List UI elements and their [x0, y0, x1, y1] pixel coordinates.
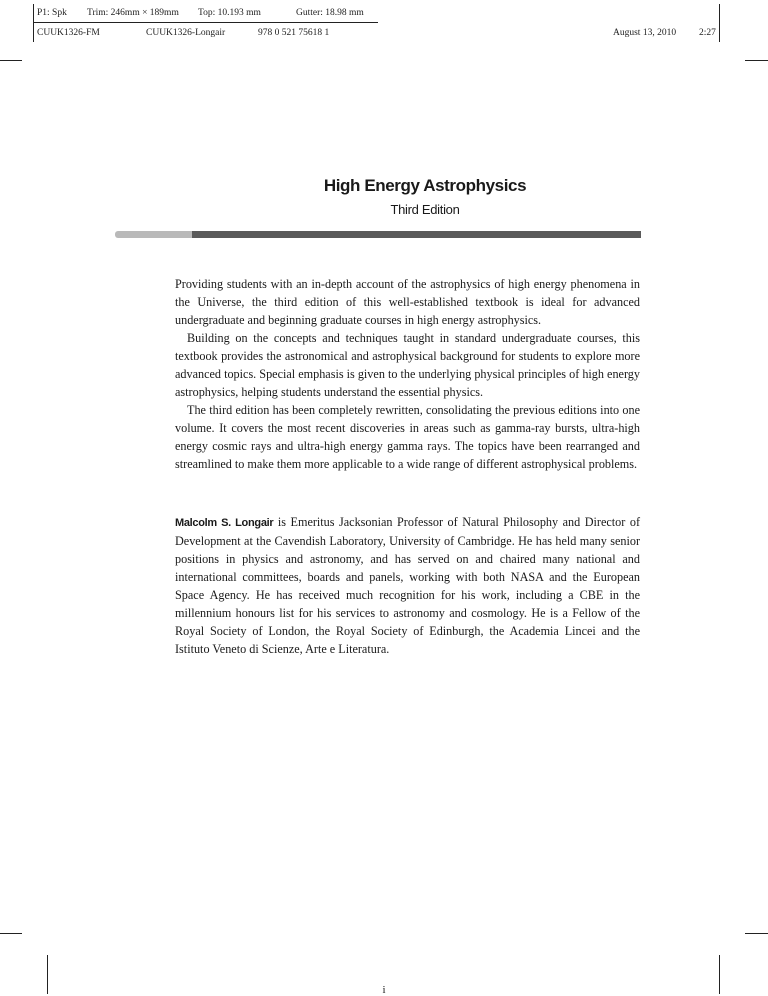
crop-mark	[0, 933, 22, 934]
edition-subtitle: Third Edition	[390, 202, 460, 217]
author-name: Malcolm S. Longair	[175, 517, 274, 529]
description-paragraph: Providing students with an in-depth account of the astrophysics of high energy phenomena in the Universe, the third edition of this well-established textbook is ideal for advanced undergraduate and beginning graduate courses in high energy astrophysics.	[175, 277, 640, 327]
crop-mark	[719, 4, 720, 42]
description-paragraph: Building on the concepts and techniques taught in standard undergraduate courses, this textbook provides the astronomical and astrophysical background for students to explore more advanced topics. Special emphasis is given to the underlying physical principles of high energy astrophysics, helping students understand the essential physics.	[175, 331, 640, 399]
title-rule-light	[115, 231, 192, 238]
crop-mark	[745, 60, 768, 61]
slug-proof: P1: Spk	[37, 8, 67, 18]
author-bio-text: is Emeritus Jacksonian Professor of Natural Philosophy and Director of Development at the Cavendish Laboratory, University of Cambridge. He has held many senior positions in physics and astronomy, and has served on and chaired many national and international committees, boards and panels, working with both NASA and the European Space Agency. He has received much recognition for his work, including a CBE in the millennium honours list for his services to astronomy and cosmology. He is a Fellow of the Royal Society of London, the Royal Society of Edinburgh, the Academia Lincei and the Istituto Veneto di Scienze, Arte e Literatura.	[175, 515, 640, 656]
description-paragraph: The third edition has been completely rewritten, consolidating the previous editions into one volume. It covers the most recent discoveries in areas such as gamma-ray bursts, ultra-high energy cosmic rays and ultra-high energy gamma rays. The topics have been rearranged and streamlined to make them more applicable to a wide range of different astrophysical problems.	[175, 403, 640, 471]
title-rule-dark	[192, 231, 641, 238]
slug-gutter: Gutter: 18.98 mm	[296, 8, 364, 18]
author-bio	[175, 513, 640, 658]
crop-mark	[745, 933, 768, 934]
page-number: i	[382, 984, 386, 996]
slug-date: August 13, 2010	[613, 28, 677, 38]
slug-rule	[33, 22, 378, 23]
slug-chapter: CUUK1326-FM	[37, 28, 100, 38]
book-description	[175, 275, 640, 473]
crop-mark	[0, 60, 22, 61]
slug-top: Top: 10.193 mm	[198, 8, 261, 18]
slug-isbn: 978 0 521 75618 1	[258, 28, 330, 38]
slug-trim: Trim: 246mm × 189mm	[87, 8, 179, 18]
crop-mark	[33, 4, 34, 42]
book-title: High Energy Astrophysics	[323, 176, 527, 195]
slug-book: CUUK1326-Longair	[146, 28, 226, 38]
slug-time: 2:27	[699, 28, 716, 38]
